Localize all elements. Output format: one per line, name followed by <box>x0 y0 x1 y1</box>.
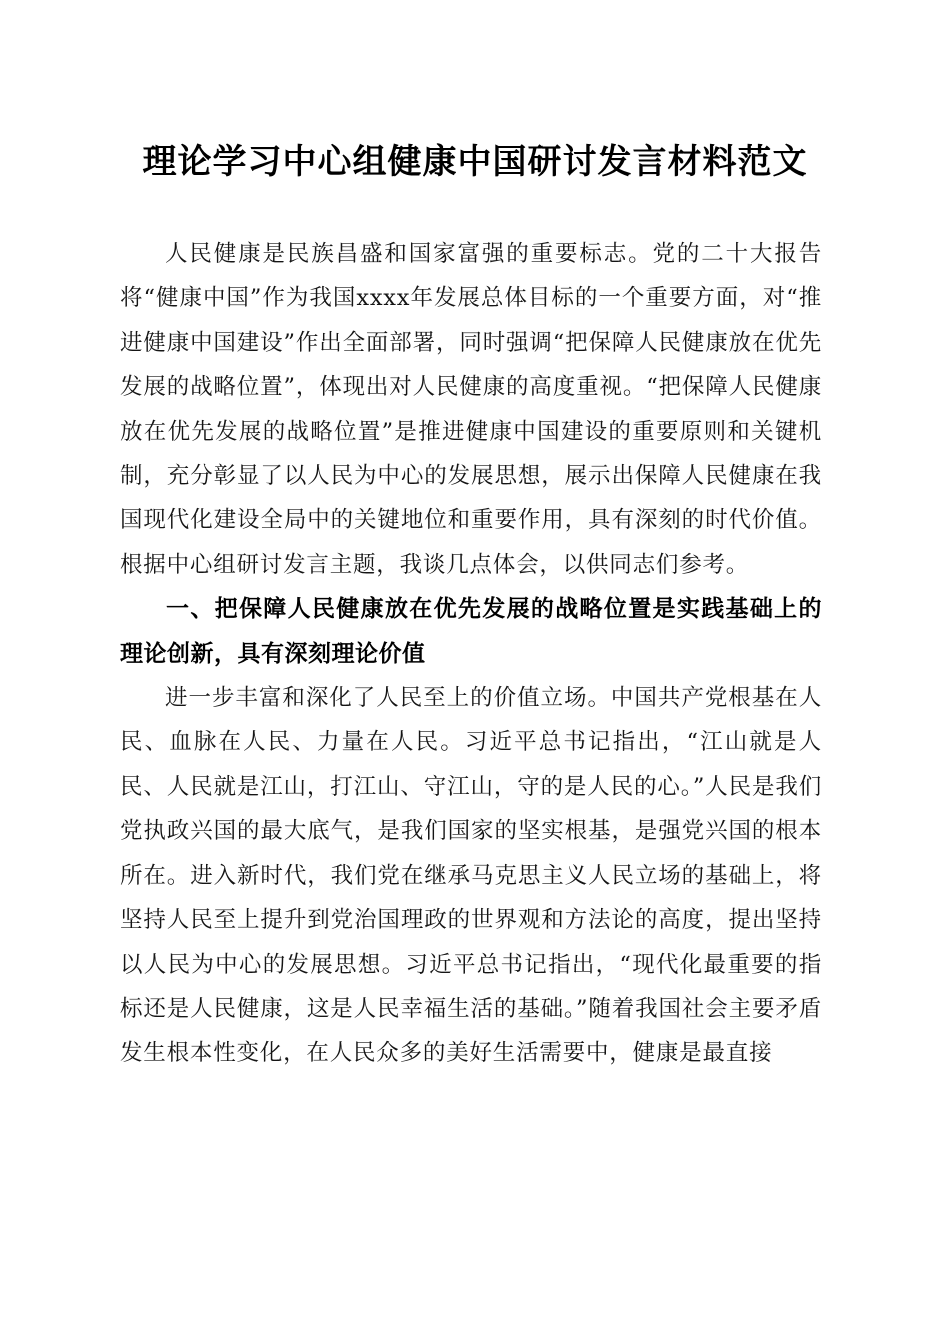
body-paragraph: 人民健康是民族昌盛和国家富强的重要标志。党的二十大报告将“健康中国”作为我国xxxx年发展总体目标的一个重要方面，对“推进健康中国建设”作出全面部署，同时强调“把保障人民健康放在优先发展的战略位置”，体现出对人民健康的高度重视。“把保障人民健康放在优先发展的战略位置”是推进健康中国建设的重要原则和关键机制，充分彰显了以人民为中心的发展思想，展示出保障人民健康在我国现代化建设全局中的关键地位和重要作用，具有深刻的时代价值。根据中心组研讨发言主题，我谈几点体会，以供同志们参考。 <box>120 241 822 578</box>
section-heading: 一、把保障人民健康放在优先发展的战略位置是实践基础上的理论创新，具有深刻理论价值 <box>120 596 822 667</box>
document-body <box>120 232 822 1076</box>
document-title: 理论学习中心组健康中国研讨发言材料范文 <box>142 142 808 182</box>
body-paragraph: 进一步丰富和深化了人民至上的价值立场。中国共产党根基在人民、血脉在人民、力量在人民。习近平总书记指出，“江山就是人民、人民就是江山，打江山、守江山，守的是人民的心。”人民是我们党执政兴国的最大底气，是我们国家的坚实根基，是强党兴国的根本所在。进入新时代，我们党在继承马克思主义人民立场的基础上，将坚持人民至上提升到党治国理政的世界观和方法论的高度，提出坚持以人民为中心的发展思想。习近平总书记指出，“现代化最重要的指标还是人民健康，这是人民幸福生活的基础。”随着我国社会主要矛盾发生根本性变化，在人民众多的美好生活需要中，健康是最直接 <box>120 685 822 1067</box>
